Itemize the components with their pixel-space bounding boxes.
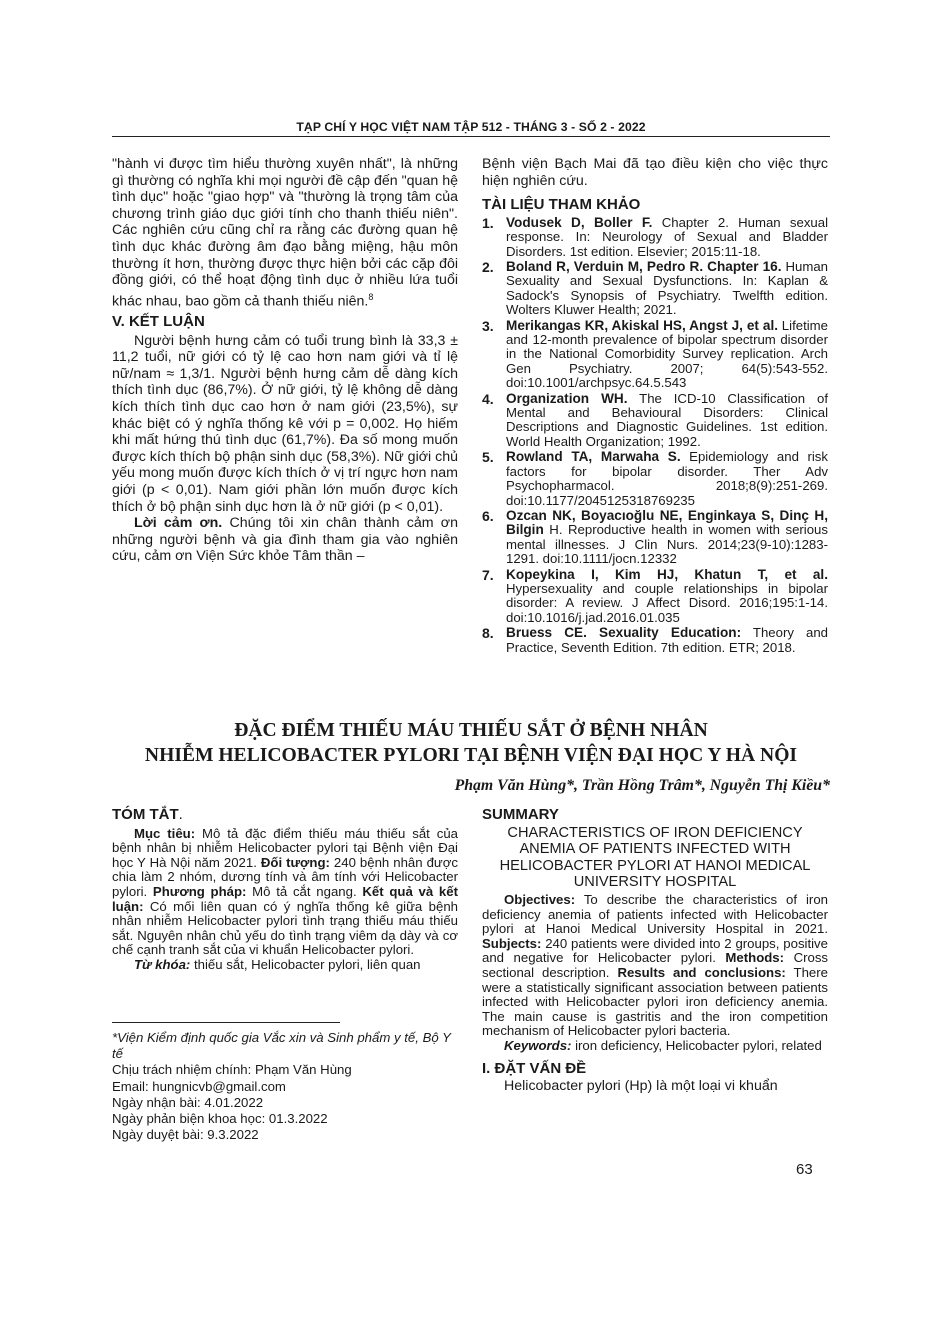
left-column-top — [112, 156, 458, 565]
journal-header: TẠP CHÍ Y HỌC VIỆT NAM TẬP 512 - THÁNG 3 - SỐ 2 - 2022 — [296, 120, 646, 134]
abstract-vi-body — [112, 827, 458, 958]
reference-number: 6. — [482, 507, 494, 524]
affiliation: *Viện Kiểm định quốc gia Vắc xin và Sinh phẩm y tế, Bộ Y tế — [112, 1030, 451, 1062]
continued-text: "hành vi được tìm hiểu thường xuyên nhất", là những gì thường có nghĩa khi mọi người đề cập đến "quan hệ tình dục" hoặc "giao hợp" và "thường là trọng tâm của chương trình giáo dục giới tính cho thanh thiếu niên". Các nghiên cứu cũng chỉ ra rằng các đường quan hệ tình dục khác đường âm đạo bằng miệng, hậu môn thường ít hơn, thường được thực hiện bởi các cặp đôi đồng giới, có thể hoạt động tình dục ở nhiều lứa tuổi khác nhau, bao gồm cả thanh thiếu niên. — [112, 156, 458, 310]
article-authors: Phạm Văn Hùng*, Trần Hồng Trâm*, Nguyễn Thị Kiều* — [454, 777, 830, 794]
methods-text-en: Cross sectional description. — [482, 950, 829, 980]
author-email: Email: hungnicvb@gmail.com — [112, 1078, 286, 1094]
reference-item — [482, 626, 828, 655]
objective-label-vi: Mục tiêu: — [134, 825, 196, 841]
header-rule — [112, 136, 830, 137]
right-column-top — [482, 156, 828, 656]
abstract-vi-heading-dot: . — [178, 806, 183, 823]
methods-label-vi: Phương pháp: — [152, 883, 247, 899]
reference-item — [482, 260, 828, 318]
date-approved: Ngày duyệt bài: 9.3.2022 — [112, 1127, 259, 1143]
continued-paragraph — [112, 156, 458, 310]
references-heading: TÀI LIỆU THAM KHẢO — [482, 196, 641, 214]
results-text-en: There were a statistically significant association between patients infected with Helicobacter pylori iron deficiency anemia. The main cause is gastritis and the iron competition mechanism of Helicobacter pylori bacteria. — [482, 964, 828, 1039]
abstract-vi — [112, 808, 458, 973]
reference-authors: Vodusek D, Boller F. — [506, 214, 653, 230]
results-text-vi: Có mối liên quan có ý nghĩa thống kê giữa bệnh nhân nhiễm Helicobacter pylori tình trạng thiếu máu thiếu sắt. Nguyên nhân chủ yếu do tình trạng viêm dạ dày và cơ chế cạnh tranh sắt của vi khuẩn Helicobacter pylori. — [112, 898, 458, 958]
reference-number: 5. — [482, 449, 494, 466]
conclusion-heading: V. KẾT LUẬN — [112, 313, 205, 331]
reference-text: H. Reproductive health in women with serious mental illnesses. J Clin Nurs. 2014;23(9-10):1283-1291. doi:10.1111/jocn.12332 — [506, 522, 828, 567]
page-number: 63 — [796, 1161, 813, 1178]
thanks-paragraph — [112, 515, 458, 565]
methods-text-vi: Mô tả cắt ngang. — [246, 883, 363, 899]
results-label-vi: Kết quả và kết luận: — [112, 883, 458, 914]
reference-item — [482, 568, 828, 626]
methods-label-en: Methods: — [725, 950, 785, 966]
abstract-vi-heading — [112, 808, 458, 823]
footnote — [112, 1030, 458, 1143]
reference-text: Epidemiology and risk factors for bipolar disorder. Ther Adv Psychopharmacol. 2018;8(9):251-269. doi:10.1177/2045125318769235 — [506, 449, 828, 508]
article-title — [112, 718, 830, 768]
thanks-continued: Bệnh viện Bạch Mai đã tạo điều kiện cho việc thực hiện nghiên cứu. — [482, 156, 828, 189]
reference-text: Chapter 2. Human sexual response. In: Neurology of Sexual and Bladder Disorders. 1st edition. Elsevier; 2015:11-18. — [506, 214, 829, 259]
reference-list — [482, 216, 828, 655]
thanks-text: Chúng tôi xin chân thành cảm ơn những người bệnh và gia đình tham gia vào nghiên cứu, cảm ơn Viện Sức khỏe Tâm thần – — [112, 515, 458, 565]
subjects-label-en: Subjects: — [482, 935, 542, 951]
reference-item — [482, 392, 828, 450]
objective-text-vi: Mô tả đặc điểm thiếu máu thiếu sắt của bệnh nhân bị nhiễm Helicobacter pylori tại Bệnh viện Đại học Y Hà Nội năm 2021. — [112, 825, 458, 870]
reference-text: Hypersexuality and couple relationships in bipolar disorder: A review. J Affect Disord. 2016;195:1-14. doi:10.1016/j.jad.2016.01.035 — [506, 580, 828, 625]
reference-authors: Rowland TA, Marwaha S. — [506, 449, 681, 465]
reference-authors: Organization WH. — [506, 390, 628, 406]
reference-item — [482, 509, 828, 567]
thanks-label: Lời cảm ơn. — [134, 515, 223, 532]
reference-number: 1. — [482, 214, 494, 231]
conclusion-paragraph: Người bệnh hưng cảm có tuổi trung bình là 33,3 ± 11,2 tuổi, nữ giới có tỷ lệ cao hơn nam giới và tỉ lệ nữ/nam ≈ 1,3/1. Người bệnh hưng cảm dễ dàng kích thích tình dục (86,7%). Ở nữ giới, tỷ lệ không dễ dàng kích thích tình dục cao hơn ở nam giới (23,5%), sự khác biệt có ý nghĩa thống kê với p = 0,002. Họ hiếm khi mất hứng thú tình dục (61,7%). Đa số mong muốn được kích thích bộ phận sinh dục (58,3%). Nữ giới chủ yếu mong muốn được kích thích ở vị trí ngực hơn nam giới (p < 0,01). Nam giới phần lớn muốn được kích thích ở bộ phận sinh dục hơn là ở nữ giới (p < 0,01). — [112, 332, 458, 515]
footnote-rule — [112, 1022, 340, 1023]
reference-number: 7. — [482, 566, 494, 583]
objectives-text-en: To describe the characteristics of iron deficiency anemia of patients infected with Helicobacter pylori at Hanoi Medical University Hospital in 2021. — [482, 891, 828, 937]
date-reviewed: Ngày phản biện khoa học: 01.3.2022 — [112, 1111, 328, 1127]
reference-authors: Merikangas KR, Akiskal HS, Angst J, et al. — [506, 317, 778, 333]
reference-item — [482, 216, 828, 259]
responsible-author: Chịu trách nhiệm chính: Phạm Văn Hùng — [112, 1062, 352, 1078]
reference-text: Lifetime and 12-month prevalence of bipolar spectrum disorder in the National Comorbidity Survey replication. Arch Gen Psychiatry. 2007; 64(5):543-552. doi:10.1001/archpsyc.64.5.543 — [506, 317, 828, 391]
summary-title: CHARACTERISTICS OF IRON DEFICIENCY ANEMIA OF PATIENTS INFECTED WITH HELICOBACTER PYLORI AT HANOI MEDICAL UNIVERSITY HOSPITAL — [499, 824, 811, 891]
subjects-text-en: 240 patients were divided into 2 groups, positive and negative for Helicobacter pylori. — [482, 935, 828, 966]
reference-number: 3. — [482, 317, 494, 334]
abstract-en — [482, 808, 828, 1095]
keywords-label-en: Keywords: — [504, 1037, 572, 1053]
keywords-text-en: iron deficiency, Helicobacter pylori, related — [571, 1037, 822, 1053]
intro-heading: I. ĐẶT VẤN ĐỀ — [482, 1059, 587, 1077]
reference-item — [482, 319, 828, 391]
reference-item — [482, 450, 828, 508]
reference-number: 2. — [482, 259, 494, 275]
results-label-en: Results and conclusions: — [617, 964, 786, 980]
reference-number: 4. — [482, 390, 494, 407]
subjects-text-vi: 240 bệnh nhân được chia làm 2 nhóm, dương tính và âm tính với Helicobacter pylori. — [112, 854, 458, 899]
keywords-text-vi: thiếu sắt, Helicobacter pylori, liên quan — [190, 956, 421, 972]
abstract-en-heading: SUMMARY — [482, 806, 559, 823]
article-title-line2: NHIỄM HELICOBACTER PYLORI TẠI BỆNH VIỆN ĐẠI HỌC Y HÀ NỘI — [144, 745, 798, 766]
keywords-vi — [112, 958, 458, 973]
abstract-en-body — [482, 893, 828, 1039]
reference-authors: Kopeykina I, Kim HJ, Khatun T, et al. — [506, 566, 828, 582]
keywords-en — [482, 1039, 828, 1054]
subjects-label-vi: Đối tượng: — [260, 854, 330, 870]
keywords-label-vi: Từ khóa: — [134, 956, 191, 972]
objectives-label-en: Objectives: — [504, 891, 576, 907]
date-received: Ngày nhận bài: 4.01.2022 — [112, 1094, 264, 1110]
reference-number: 8. — [482, 625, 494, 642]
article-title-line1: ĐẶC ĐIỂM THIẾU MÁU THIẾU SẮT Ở BỆNH NHÂN — [234, 720, 708, 741]
reference-text: Human Sexuality and Sexual Dysfunctions. In: Kaplan & Sadock's Synopsis of Psychiatry. Twelfth edition. Wolters Kluwer Health; 2021. — [506, 259, 828, 318]
reference-text: The ICD-10 Classification of Mental and Behavioural Disorders: Clinical Descriptions and Diagnostic Guidelines. 1st edition. World Health Organization; 1992. — [506, 390, 828, 449]
reference-authors: Bruess CE. Sexuality Education: — [506, 625, 742, 641]
intro-text: Helicobacter pylori (Hp) là một loại vi khuẩn — [504, 1078, 778, 1095]
reference-text: Theory and Practice, Seventh Edition. 7th edition. ETR; 2018. — [506, 625, 828, 655]
reference-authors: Boland R, Verduin M, Pedro R. Chapter 16. — [506, 259, 782, 274]
abstract-vi-heading-text: TÓM TẮT — [112, 806, 179, 823]
citation-sup: 8 — [368, 291, 374, 302]
reference-authors: Ozcan NK, Boyacıoğlu NE, Enginkaya S, Dinç H, Bilgin — [506, 507, 828, 538]
